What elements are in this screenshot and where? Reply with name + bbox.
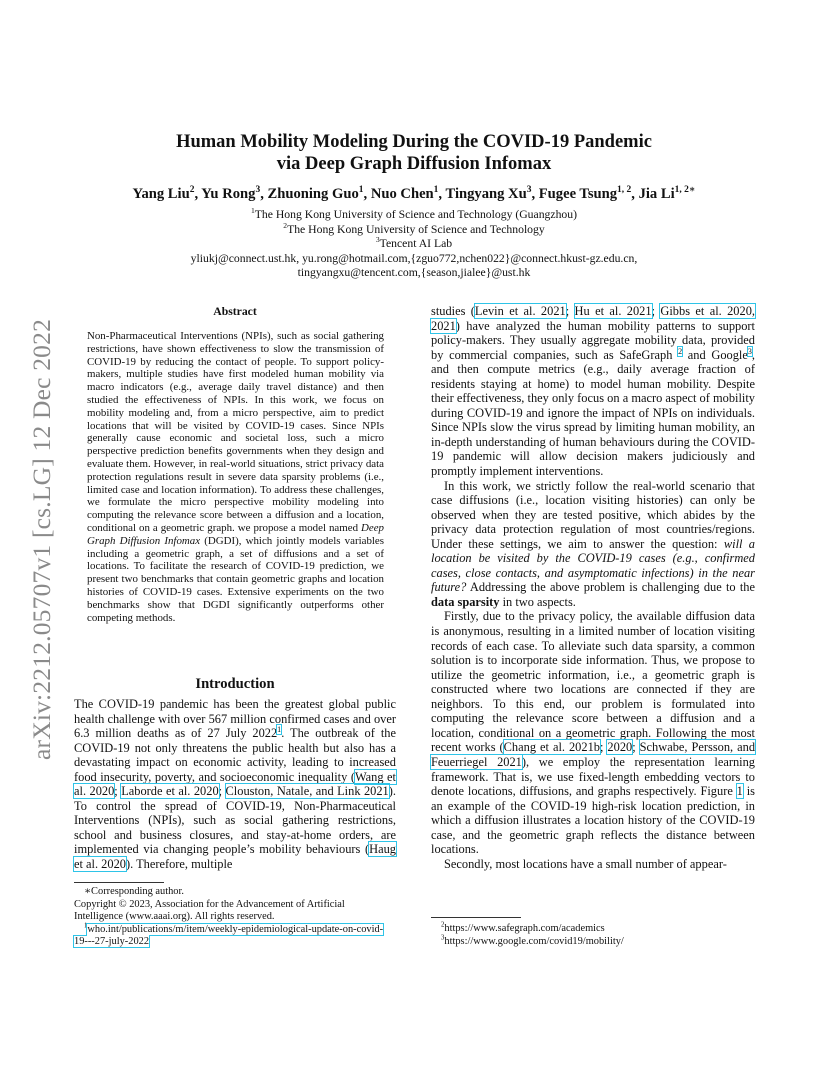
figure-ref-link[interactable]: 1 (736, 784, 743, 799)
model-name: Deep Graph Diffusion Infomax (87, 521, 384, 547)
copyright-notice: Copyright © 2023, Association for the Advancement of Artificial Intelligence (www.aaai.org). All rights reserved. (74, 898, 345, 923)
footnote-rule (431, 917, 521, 918)
citation-link[interactable]: Laborde et al. 2020 (121, 784, 219, 799)
footnote-2: $^2$https://www.safegraph.com/academics (441, 921, 605, 934)
footnote-ref[interactable]: 3 (747, 346, 752, 356)
citation-link[interactable]: Wang et al. 2020 (74, 769, 396, 799)
author-affil-sup: 1 (358, 185, 364, 196)
email-line-1: yliukj@connect.ust.hk, yu.rong@hotmail.com,{zguo772,nchen022}@connect.hkust-gz.edu.cn, (190, 251, 638, 265)
left-footnotes (74, 886, 396, 949)
citation-link[interactable]: Haug et al. 2020 (74, 842, 396, 872)
author-name: Zhuoning Guo (267, 186, 359, 202)
right-column-text: studies (Levin et al. 2021; Hu et al. 2021; Gibbs et al. 2020, 2021) have analyzed the human mobility patterns to support policy-makers. They usually aggregate mobility data, provided by commercial companies, such as SafeGraph $^2$ and Google$^3$, and then compute metrics (e.g., daily average fraction of residents staying at home) to model human mobility. Despite their effectiveness, they only focus on a macro aspect of mobility during COVID-19 and ignore the impact of NPIs on individuals. Since NPIs slow the virus spread by limiting human mobility, an in-depth understanding of human behaviours during the COVID-19 pandemic will allow decision makers judiciously and promptly implement interventions. In this work, we strictly follow the real-world scenario that case diffusions (i.e., location visiting histories) can only be observed when they are tested positive, which abides by the privacy data protection regulation of most countries/regions. Under these settings, we aim to answer the question: will a location be visited by the COVID-19 cases (e.g., confirmed cases, close contacts, and asymptomatic infections) in the near future? Addressing the above problem is challenging due to the data sparsity in two aspects. Firstly, due to the privacy policy, the available diffusion data is anonymous, resulting in a limited number of location visiting records of each case. To alleviate such data sparsity, a common solution is to incorporate side information. Thus, we propose to utilize the geometric information, i.e., a geometric graph is constructed where two locations are connected if they are neighbors. To this end, our problem is formulated into computing the relevance score between a diffusion and a location, conditional on a geometric graph. Following the most recent works (Chang et al. 2021b; 2020; Schwabe, Persson, and Feuerriegel 2021), we employ the representation learning framework. That is, we use fixed-length embedding vectors to denote locations, diffusions, and graphs respectively. Figure 1 is an example of the COVID-19 high-risk location prediction, in which a diffusion illustrates a location history of the COVID-19 case, and the geometric graph reflects the distance between locations. Secondly, most locations have a small number of appear- (431, 304, 756, 871)
continued-paragraph: Secondly, most locations have a small number of appear- (444, 856, 727, 871)
citation-link[interactable]: 2020 (607, 740, 633, 755)
research-question: will a location be visited by the COVID-19 cases (e.g., confirmed cases, close contacts, and asymptomatic infections) in the near future? (431, 536, 755, 595)
footnote-url-link[interactable]: who.int/publications/m/item/weekly-epidemiological-update-on-covid-19---27-july-2022 (74, 923, 384, 948)
abstract-heading: Abstract (213, 305, 257, 318)
author-name: Yu Rong (201, 186, 256, 202)
author-name: Tingyang Xu (445, 186, 527, 202)
author-name: Fugee Tsung (538, 186, 618, 202)
title-line-1: Human Mobility Modeling During the COVID-19 Pandemic (176, 132, 652, 152)
citation-link[interactable]: Levin et al. 2021 (474, 304, 566, 318)
author-affil-sup: 3 (526, 185, 532, 196)
footnote-rule (74, 882, 164, 883)
author-affil-sup: 1 (433, 185, 439, 196)
keyword-data-sparsity: data sparsity (431, 594, 500, 609)
citation-link[interactable]: Schwabe, Persson, and Feuerriegel 2021 (431, 740, 756, 769)
introduction-heading: Introduction (195, 676, 275, 692)
citation-link[interactable]: Gibbs et al. 2020, 2021 (431, 304, 755, 333)
author-affil-sup: 2 (189, 185, 195, 196)
affiliations (0, 208, 828, 281)
citation-link[interactable]: Chang et al. 2021b (503, 740, 600, 755)
affiliation-line: $^1$The Hong Kong University of Science and Technology (Guangzhou) (250, 206, 578, 221)
author-name: Yang Liu (132, 186, 190, 202)
corresponding-author-note: ∗Corresponding author. (84, 886, 184, 897)
introduction-text: The COVID-19 pandemic has been the greatest global public health challenge with over 567 million confirmed cases and over 6.3 million deaths as of 27 July 2022$^1$. The outbreak of the COVID-19 not only threatens the public health but also has a devastating impact on economic activity, leading to increased food insecurity, poverty, and socioeconomic inequality (Wang et al. 2020; Laborde et al. 2020; Clouston, Natale, and Link 2021). To control the spread of COVID-19, Non-Pharmaceutical Interventions (NPIs), such as social gathering restrictions, school and business closures, and stay-at-home orders, are implemented via changing people’s mobility behaviours (Haug et al. 2020). Therefore, multiple (74, 697, 396, 872)
footnote-3: $^3$https://www.google.com/covid19/mobility/ (441, 934, 624, 947)
email-line-2: tingyangxu@tencent.com,{season,jialee}@ust.hk (297, 266, 531, 280)
arxiv-identifier-stamp: arXiv:2212.05707v1 [cs.LG] 12 Dec 2022 (27, 318, 56, 760)
author-name: Jia Li (638, 186, 675, 202)
paper-title (0, 131, 828, 175)
citation-link[interactable]: Hu et al. 2021 (574, 304, 652, 318)
right-footnotes (431, 923, 755, 948)
author-affil-sup: 3 (255, 185, 261, 196)
author-affil-sup: 1, 2 (617, 185, 632, 196)
author-list: Yang Liu$^2$, Yu Rong$^3$, Zhuoning Guo$^1$, Nuo Chen$^1$, Tingyang Xu$^3$, Fugee Tsung$^{1, 2}$, Jia $Li^{1, 2∗}$ (132, 185, 696, 202)
footnote-1: $^1$who.int/publications/m/item/weekly-epidemiological-update-on-covid-19---27-july-2022 (74, 922, 384, 948)
footnote-ref[interactable]: 1 (277, 724, 282, 734)
abstract-text: Non-Pharmaceutical Interventions (NPIs), such as social gathering restrictions, have shown effectiveness to slow the transmission of COVID-19 by reducing the contact of people. To support policy-makers, multiple studies have first modeled human mobility via macro indicators (e.g., average daily travel distance) and then studied the effectiveness of NPIs. In this work, we focus on mobility modeling and, from a micro perspective, aim to predict locations that will be visited by COVID-19 cases. Since NPIs generally cause economic and societal loss, such a micro perspective prediction benefits governments when they design and evaluate them. However, in real-world situations, strict privacy data protection regulations result in severe data sparsity problems (i.e., limited case and location information). To address these challenges, we formulate the micro perspective mobility modeling into computing the relevance score between a diffusion and a location, conditional on a geometric graph. we propose a model named Deep Graph Diffusion Infomax (DGDI), which jointly models variables including a geometric graph, a set of diffusions and a set of locations. To facilitate the research of COVID-19 prediction, we present two benchmarks that contain geometric graphs and location histories of COVID-19 cases. Extensive experiments on the two benchmarks show that DGDI significantly outperforms other competing methods. (87, 330, 384, 624)
title-line-2: via Deep Graph Diffusion Infomax (276, 154, 552, 174)
footnote-ref[interactable]: 2 (678, 346, 683, 356)
author-name: Nuo Chen (370, 186, 434, 202)
affiliation-line: $^2$The Hong Kong University of Science and Technology (283, 220, 545, 236)
citation-link[interactable]: Clouston, Natale, and Link 2021 (225, 784, 389, 799)
affiliation-line: $^3$Tencent AI Lab (375, 235, 453, 251)
author-affil-sup: 1, 2∗ (674, 185, 696, 196)
